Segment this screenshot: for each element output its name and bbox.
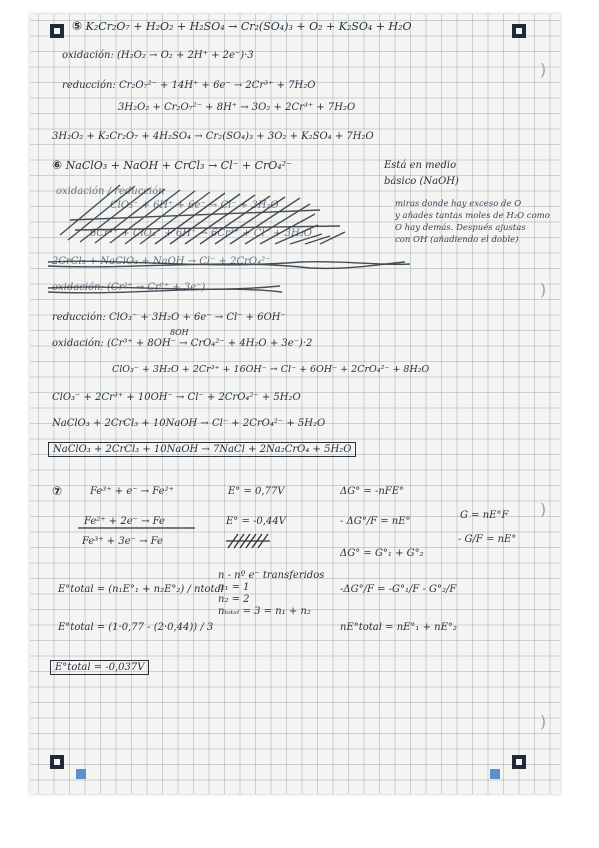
ex6-side-note-1: Está en medio bbox=[384, 160, 457, 171]
ring-mark-2: ) bbox=[540, 280, 547, 299]
ex6-molecular: NaClO₃ + 2CrCl₃ + 10NaOH → Cl⁻ + 2CrO₄²⁻ + 5H₂O bbox=[52, 418, 326, 429]
ex6-reduction: reducción: ClO₃⁻ + 3H₂O + 6e⁻ → Cl⁻ + 6OH⁻ bbox=[52, 312, 286, 323]
ex6-oxidation-correction: 8OH bbox=[170, 328, 189, 337]
ex6-number: ⑥ bbox=[52, 158, 63, 172]
ex7-ntotal: nₜₒₜₐₗ = 3 = n₁ + n₂ bbox=[218, 606, 311, 617]
ex7-g-eq: G = nE°F bbox=[460, 510, 509, 521]
ex6-simplified: ClO₃⁻ + 2Cr³⁺ + 10OH⁻ → Cl⁻ + 2CrO₄²⁻ + 5H₂O bbox=[52, 392, 301, 403]
ex6-crossed-5: oxidación: (Cr³⁺ → Cr⁶⁺ + 3e⁻) bbox=[52, 282, 206, 293]
ex7-n-title: n - nº e⁻ transferidos bbox=[218, 570, 325, 581]
ex5-ionic-sum: 3H₂O₂ + Cr₂O₇²⁻ + 8H⁺ → 3O₂ + 2Cr³⁺ + 7H₂O bbox=[118, 102, 356, 113]
ex7-number: ⑦ bbox=[52, 484, 63, 498]
ex6-ionic-sum: ClO₃⁻ + 3H₂O + 2Cr³⁺ + 16OH⁻ → Cl⁻ + 6OH⁻ + 2CrO₄²⁻ + 8H₂O bbox=[112, 364, 430, 375]
ex6-crossed-1: oxidación / reducción bbox=[56, 186, 165, 197]
ex5-reduction: reducción: Cr₂O₇²⁻ + 14H⁺ + 6e⁻ → 2Cr³⁺ + 7H₂O bbox=[62, 80, 316, 91]
ex6-equation-text: NaClO₃ + NaOH + CrCl₃ → Cl⁻ + CrO₄²⁻ bbox=[65, 159, 292, 172]
ex7-e-total-result: E°total = -0,037V bbox=[50, 660, 149, 675]
ex6-final-boxed: NaClO₃ + 2CrCl₃ + 10NaOH → 7NaCl + 2Na₂CrO₄ + 5H₂O bbox=[48, 442, 356, 457]
ex6-basic-note-line-4: con OH (añadiendo el doble) bbox=[395, 235, 519, 245]
ex6-oxidation: oxidación: (Cr³⁺ + 8OH⁻ → CrO₄²⁻ + 4H₂O + 3e⁻)·2 bbox=[52, 338, 313, 349]
ex6-basic-note-line-3: O hay demás. Después ajustas bbox=[395, 223, 526, 233]
ex7-dg-div: - ΔG°/F = nE° bbox=[340, 516, 411, 527]
ex7-n2: n₂ = 2 bbox=[218, 594, 250, 605]
ring-mark-3: ) bbox=[540, 500, 547, 519]
ring-mark-1: ) bbox=[540, 60, 547, 79]
ex7-n1: n₁ = 1 bbox=[218, 582, 250, 593]
ex6-crossed-3: 6Cr³⁺ + ClO₃⁻ + 6H⁺ → 6Cr³⁺ + Cl⁻ + 3H₂O bbox=[90, 228, 312, 239]
ex6-crossed-2: ClO₃⁻ + 6H⁺ + 6e⁻ → Cl⁻ + 3H₂O bbox=[110, 200, 279, 211]
ex5-number: ⑤ bbox=[72, 19, 83, 33]
ex7-e-total-formula: E°total = (n₁E°₁ + n₂E°₂) / ntotal bbox=[58, 584, 224, 595]
ex7-dg-sum-div: -ΔG°/F = -G°₁/F - G°₂/F bbox=[340, 584, 457, 595]
ex7-r2-e: E° = -0,44V bbox=[226, 516, 286, 527]
ex7-dg-sum: ΔG° = G°₁ + G°₂ bbox=[340, 548, 424, 559]
ex6-basic-note-line-1: miras donde hay exceso de O bbox=[395, 199, 522, 209]
ex7-r1-e: E° = 0,77V bbox=[228, 486, 285, 497]
ex7-ne-total: nE°total = nE°₁ + nE°₂ bbox=[340, 622, 457, 633]
ex5-oxidation: oxidación: (H₂O₂ → O₂ + 2H⁺ + 2e⁻)·3 bbox=[62, 50, 254, 61]
ex5-final: 3H₂O₂ + K₂Cr₂O₇ + 4H₂SO₄ → Cr₂(SO₄)₃ + 3O₂ + K₂SO₄ + 7H₂O bbox=[52, 131, 374, 142]
ex7-dg: ΔG° = -nFE° bbox=[340, 486, 405, 497]
ex7-e-total-calc: E°total = (1·0,77 - (2·0,44)) / 3 bbox=[58, 622, 214, 633]
ring-mark-4: ) bbox=[540, 712, 547, 731]
ex5-equation-text: K₂Cr₂O₇ + H₂O₂ + H₂SO₄ → Cr₂(SO₄)₃ + O₂ + K₂SO₄ + H₂O bbox=[85, 20, 412, 33]
ex6-crossed-4: 2CrCl₃ + NaClO₃ + NaOH → Cl⁻ + 2CrO₄²⁻ bbox=[52, 256, 271, 267]
ex6-basic-note-line-2: y añades tantas moles de H₂O como bbox=[395, 211, 550, 221]
ex7-r1: Fe³⁺ + e⁻ → Fe²⁺ bbox=[90, 486, 174, 497]
ex7-r2: Fe²⁺ + 2e⁻ → Fe bbox=[84, 516, 165, 527]
ex7-r3: Fe³⁺ + 3e⁻ → Fe bbox=[82, 536, 163, 547]
ex7-g-div: - G/F = nE° bbox=[458, 534, 517, 545]
ex6-side-note-2: básico (NaOH) bbox=[384, 176, 459, 187]
